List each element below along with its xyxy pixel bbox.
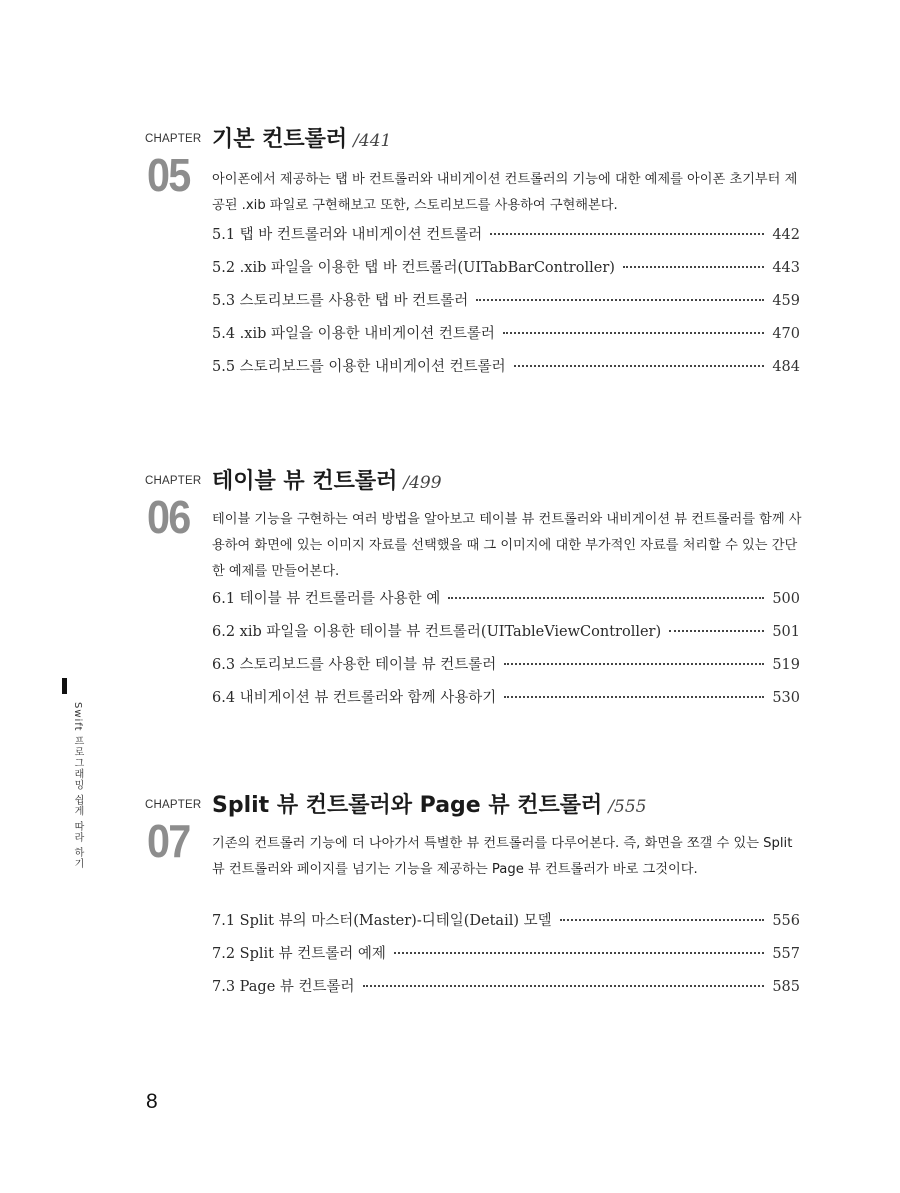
side-book-title: Swift 프로그래밍 쉽게 따라 하기 [72,702,83,870]
toc-entry-page: 585 [772,979,800,995]
toc-entry-page: 500 [772,591,800,607]
toc-entry[interactable] [212,256,800,289]
dot-leader [504,663,764,665]
toc-entry[interactable] [212,620,800,653]
toc-entry[interactable] [212,653,800,686]
chapter-number: 07 [147,815,190,867]
chapter-title [212,464,442,495]
toc-entry-title: 5.3 스토리보드를 사용한 탭 바 컨트롤러 [212,293,469,309]
toc-entry[interactable] [212,223,800,256]
toc-entry[interactable] [212,909,800,942]
toc-entry-title: 6.1 테이블 뷰 컨트롤러를 사용한 예 [212,591,441,607]
chapter-page: /441 [353,131,392,151]
toc-entry-page: 459 [772,293,800,309]
toc-entry[interactable] [212,686,800,719]
section-list [212,909,800,1008]
chapter-label: CHAPTER [145,475,202,487]
toc-entry-page: 470 [772,326,800,342]
chapter-page: /555 [608,797,647,817]
toc-entry[interactable] [212,587,800,620]
toc-entry[interactable] [212,322,800,355]
section-list [212,223,800,388]
chapter-page: /499 [403,473,442,493]
toc-entry-page: 530 [772,690,800,706]
dot-leader [490,233,764,235]
toc-entry-title: 6.4 내비게이션 뷰 컨트롤러와 함께 사용하기 [212,690,497,706]
toc-entry-page: 556 [772,913,800,929]
dot-leader [394,952,764,954]
toc-entry[interactable] [212,289,800,322]
dot-leader [504,696,764,698]
toc-entry-page: 557 [772,946,800,962]
dot-leader [363,985,765,987]
chapter-label: CHAPTER [145,799,202,811]
chapter-number: 06 [147,491,190,543]
toc-entry-title: 7.2 Split 뷰 컨트롤러 예제 [212,946,386,962]
chapter-title [212,788,647,819]
toc-entry-page: 484 [772,359,800,375]
dot-leader [623,266,764,268]
toc-entry-title: 7.1 Split 뷰의 마스터(Master)-디테일(Detail) 모델 [212,913,552,929]
toc-entry-title: 6.3 스토리보드를 사용한 테이블 뷰 컨트롤러 [212,657,497,673]
dot-leader [669,630,764,632]
toc-entry-page: 442 [772,227,800,243]
dot-leader [514,365,765,367]
dot-leader [448,597,764,599]
toc-entry[interactable] [212,942,800,975]
chapter-description: 기존의 컨트롤러 기능에 더 나아가서 특별한 뷰 컨트롤러를 다루어본다. 즉, 화면을 쪼갤 수 있는 Split 뷰 컨트롤러와 페이지를 넘기는 기능을 제공하는 Page 뷰 컨트롤러가 바로 그것이다. [212,836,793,877]
chapter-title-text: 테이블 뷰 컨트롤러 [212,469,398,494]
chapter-title [212,122,391,153]
toc-entry-title: 6.2 xib 파일을 이용한 테이블 뷰 컨트롤러(UITableViewController) [212,624,662,640]
toc-entry-title: 5.1 탭 바 컨트롤러와 내비게이션 컨트롤러 [212,227,483,243]
chapter-title-text: Split 뷰 컨트롤러와 Page 뷰 컨트롤러 [212,793,603,818]
toc-entry-title: 5.4 .xib 파일을 이용한 내비게이션 컨트롤러 [212,326,495,342]
dot-leader [560,919,765,921]
toc-entry-title: 5.5 스토리보드를 이용한 내비게이션 컨트롤러 [212,359,506,375]
chapter-number: 05 [147,149,190,201]
toc-entry-page: 519 [772,657,800,673]
toc-entry-title: 5.2 .xib 파일을 이용한 탭 바 컨트롤러(UITabBarController) [212,260,615,276]
chapter-description: 테이블 기능을 구현하는 여러 방법을 알아보고 테이블 뷰 컨트롤러와 내비게이션 뷰 컨트롤러를 함께 사용하여 화면에 있는 이미지 자료를 선택했을 때 그 이미지에 대한 부가적인 자료를 처리할 수 있는 간단한 예제를 만들어본다. [212,512,802,579]
toc-entry[interactable] [212,975,800,1008]
toc-entry-page: 443 [772,260,800,276]
page-number: 8 [146,1090,158,1113]
dot-leader [476,299,764,301]
toc-entry[interactable] [212,355,800,388]
toc-entry-page: 501 [772,624,800,640]
dot-leader [503,332,764,334]
toc-entry-title: 7.3 Page 뷰 컨트롤러 [212,979,355,995]
chapter-description: 아이폰에서 제공하는 탭 바 컨트롤러와 내비게이션 컨트롤러의 기능에 대한 예제를 아이폰 초기부터 제공된 .xib 파일로 구현해보고 또한, 스토리보드를 사용하여 구현해본다. [212,172,798,213]
side-marker-bar [62,678,67,694]
chapter-title-text: 기본 컨트롤러 [212,127,348,152]
section-list [212,587,800,719]
chapter-label: CHAPTER [145,133,202,145]
